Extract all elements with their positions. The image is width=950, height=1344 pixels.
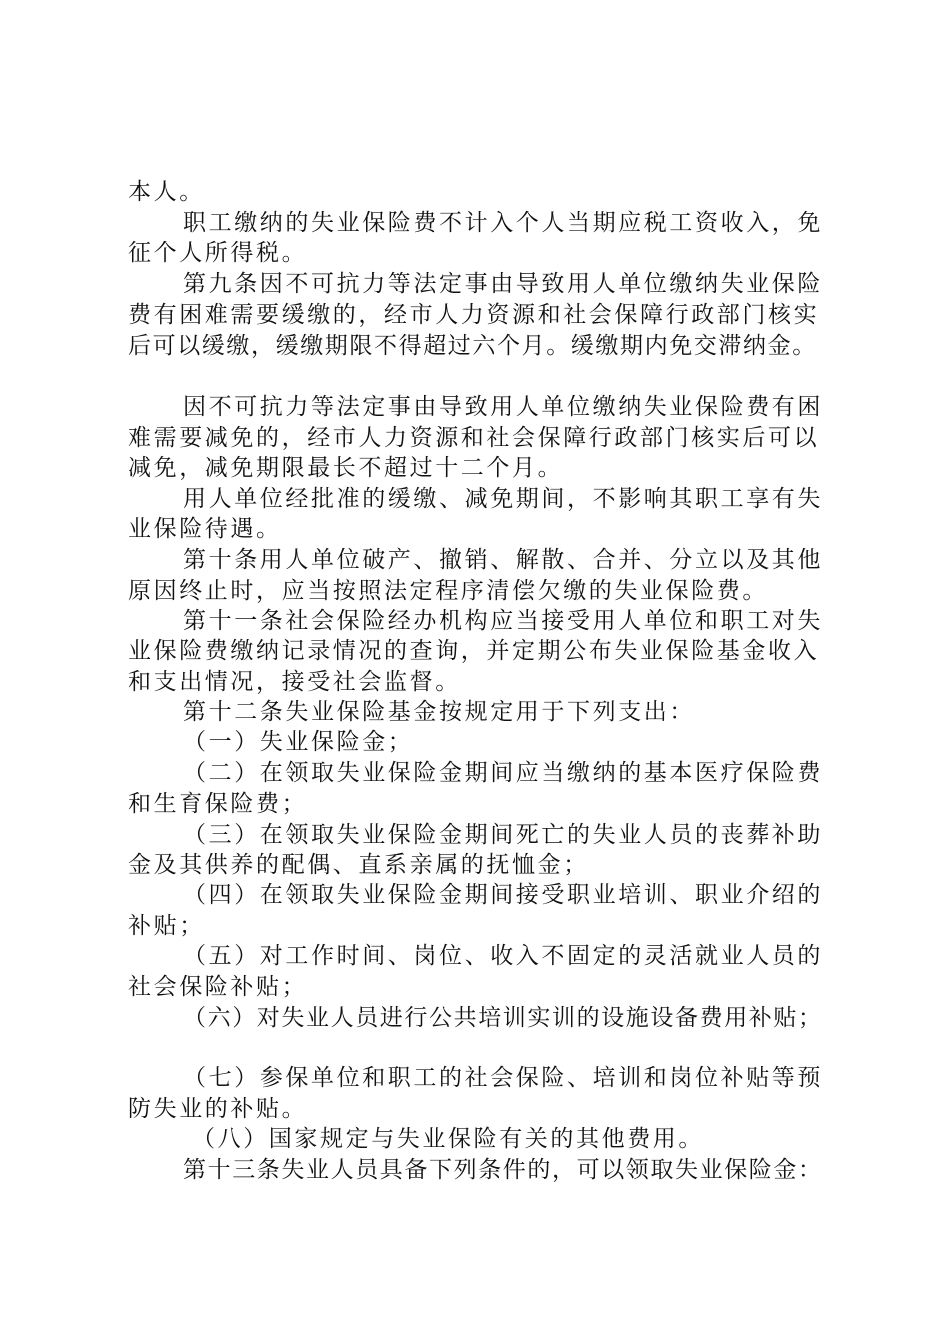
text-line: 金及其供养的配偶、直系亲属的抚恤金； (128, 852, 589, 878)
text-line: 第十二条失业保险基金按规定用于下列支出： (183, 699, 695, 725)
text-line: （一）失业保险金； (183, 729, 414, 755)
text-line: 费有困难需要缓缴的，经市人力资源和社会保障行政部门核实 (128, 302, 820, 328)
text-line: 第十三条失业人员具备下列条件的，可以领取失业保险金： (183, 1157, 823, 1183)
text-line: （八）国家规定与失业保险有关的其他费用。 (192, 1126, 704, 1152)
text-line: （三）在领取失业保险金期间死亡的失业人员的丧葬补助 (183, 822, 823, 848)
text-line: 原因终止时，应当按照法定程序清偿欠缴的失业保险费。 (128, 578, 768, 604)
text-line: 第九条因不可抗力等法定事由导致用人单位缴纳失业保险 (183, 271, 823, 297)
text-line: （七）参保单位和职工的社会保险、培训和岗位补贴等预 (183, 1065, 823, 1091)
text-line: （六）对失业人员进行公共培训实训的设施设备费用补贴； (183, 1005, 823, 1031)
text-line: 和支出情况，接受社会监督。 (128, 669, 461, 695)
text-line: （五）对工作时间、岗位、收入不固定的灵活就业人员的 (183, 943, 823, 969)
text-line: 业保险费缴纳记录情况的查询，并定期公布失业保险基金收入 (128, 638, 820, 664)
text-line: 防失业的补贴。 (128, 1096, 308, 1122)
text-line: 业保险待遇。 (128, 516, 282, 542)
text-line: （二）在领取失业保险金期间应当缴纳的基本医疗保险费 (183, 760, 823, 786)
text-line: 本人。 (128, 179, 205, 205)
text-line: 社会保险补贴； (128, 974, 308, 1000)
text-line: 征个人所得税。 (128, 240, 308, 266)
text-line: 因不可抗力等法定事由导致用人单位缴纳失业保险费有困 (183, 394, 823, 420)
text-line: 补贴； (128, 913, 205, 939)
text-line: （四）在领取失业保险金期间接受职业培训、职业介绍的 (183, 882, 823, 908)
text-line: 第十条用人单位破产、撤销、解散、合并、分立以及其他 (183, 547, 823, 573)
text-line: 难需要减免的，经市人力资源和社会保障行政部门核实后可以 (128, 425, 820, 451)
text-line: 第十一条社会保险经办机构应当接受用人单位和职工对失 (183, 608, 823, 634)
text-line: 用人单位经批准的缓缴、减免期间，不影响其职工享有失 (183, 486, 823, 512)
text-line: 和生育保险费； (128, 791, 308, 817)
text-line: 后可以缓缴，缓缴期限不得超过六个月。缓缴期内免交滞纳金。 (128, 333, 817, 359)
text-line: 减免，减免期限最长不超过十二个月。 (128, 455, 564, 481)
text-line: 职工缴纳的失业保险费不计入个人当期应税工资收入，免 (183, 210, 823, 236)
